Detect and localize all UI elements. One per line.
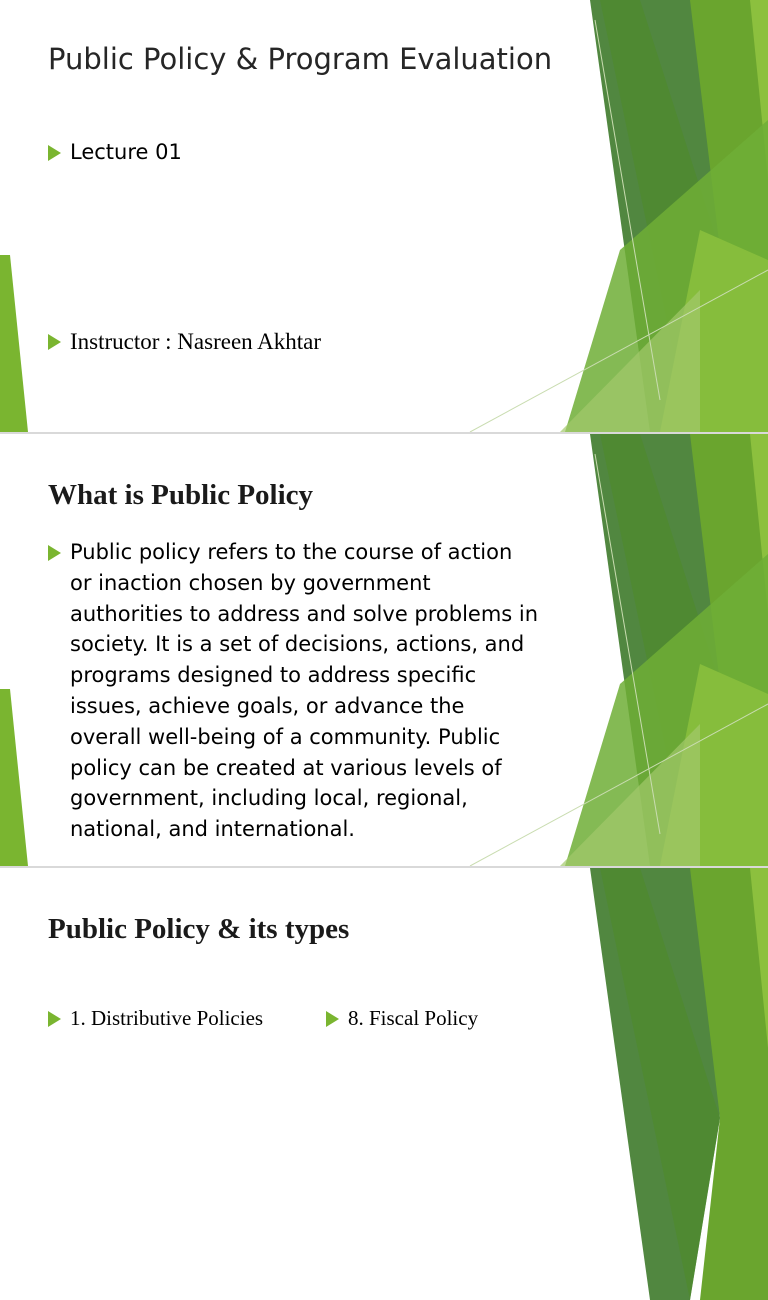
- bullet-triangle-icon: [48, 545, 61, 561]
- slide-title: [0, 0, 768, 432]
- slide-3-title: Public Policy & its types: [48, 913, 350, 945]
- slide-2-title: What is Public Policy: [48, 479, 314, 511]
- bullet-distributive: [48, 1006, 263, 1031]
- bullet-lecture: [48, 140, 182, 164]
- bullet-instructor: [48, 329, 321, 355]
- slide-1-title: Public Policy & Program Evaluation: [48, 42, 553, 76]
- bullet-triangle-icon: [48, 1011, 61, 1027]
- bullet-fiscal-text: 8. Fiscal Policy: [348, 1006, 479, 1030]
- bullet-fiscal: [326, 1006, 478, 1031]
- bullet-distributive-text: 1. Distributive Policies: [70, 1006, 264, 1030]
- bullet-instructor-text: Instructor : Nasreen Akhtar: [70, 329, 322, 354]
- slide-what-is-public-policy: [0, 434, 768, 866]
- definition-paragraph: Public policy refers to the course of action or inaction chosen by government authorities to address and solve problems in society. It is a set of decisions, actions, and programs designed to address specific issues, achieve goals, or advance the overall well-being of a community. Public policy can be created at various levels of government, including local, regional, national, and international.: [70, 540, 539, 842]
- bullet-triangle-icon: [326, 1011, 339, 1027]
- bullet-lecture-text: Lecture 01: [70, 140, 182, 164]
- bullet-triangle-icon: [48, 145, 61, 161]
- slide-policy-types: [0, 868, 768, 1300]
- definition-bullet: [48, 537, 588, 845]
- bullet-triangle-icon: [48, 334, 61, 350]
